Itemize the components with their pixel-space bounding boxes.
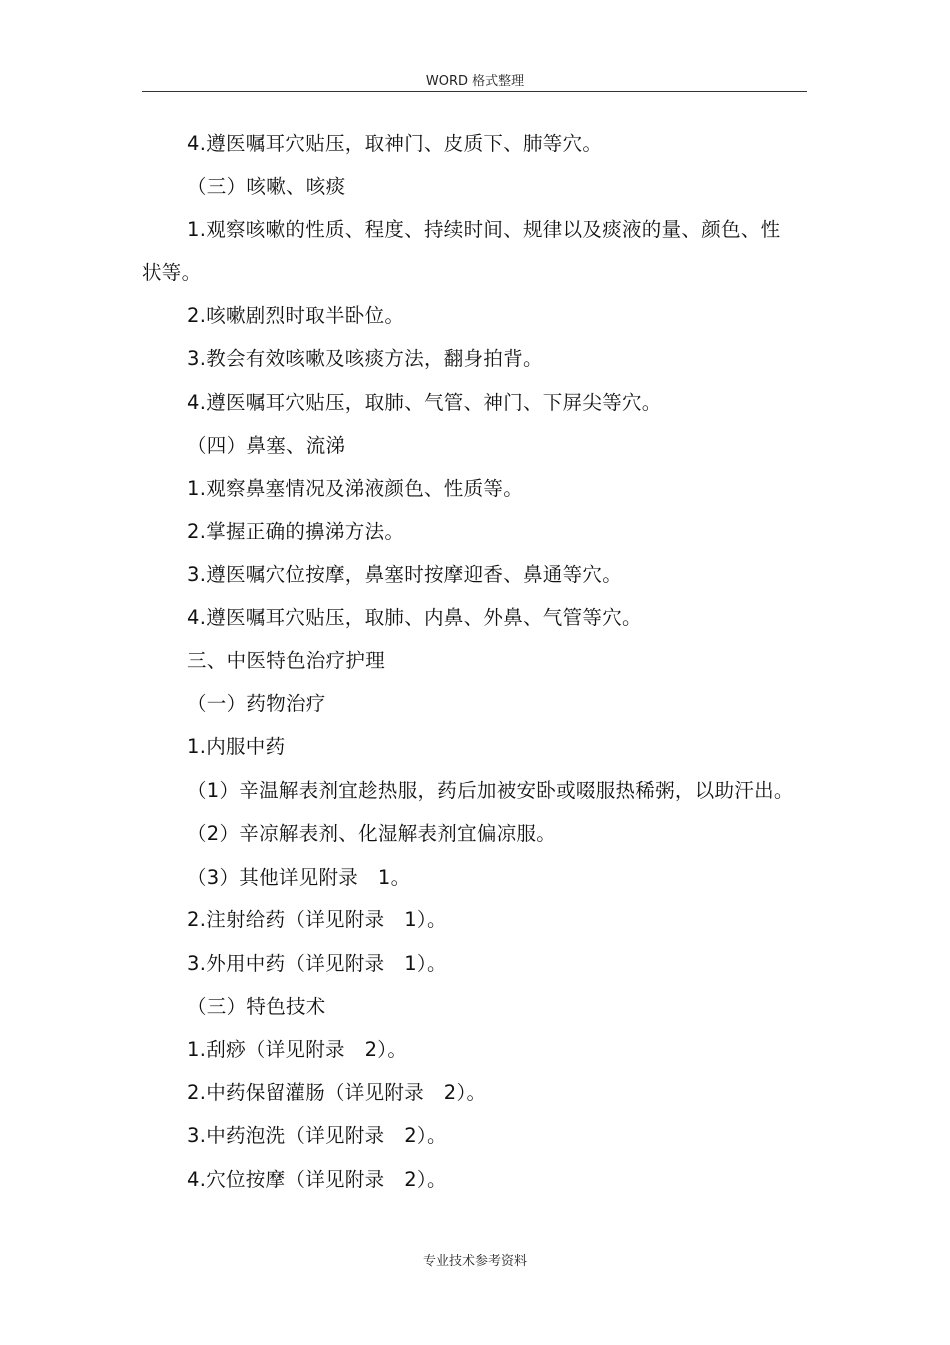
paragraph-line: 1.内服中药 <box>187 735 286 758</box>
paragraph-line: 2.掌握正确的擤涕方法。 <box>187 520 405 543</box>
paragraph-line: （1）辛温解表剂宜趁热服，药后加被安卧或啜服热稀粥，以助汗出。 <box>187 779 794 802</box>
paragraph-line: 1.观察咳嗽的性质、程度、持续时间、规律以及痰液的量、颜色、性 <box>187 218 781 241</box>
paragraph-line: （四）鼻塞、流涕 <box>187 434 346 457</box>
paragraph-line: 三、中医特色治疗护理 <box>187 649 386 672</box>
paragraph-line: 4.遵医嘱耳穴贴压，取神门、皮质下、肺等穴。 <box>187 132 603 155</box>
paragraph-line: （三）咳嗽、咳痰 <box>187 175 346 198</box>
paragraph-line: 1.刮痧（详见附录 2）。 <box>187 1038 408 1061</box>
paragraph-line: 2.咳嗽剧烈时取半卧位。 <box>187 304 405 327</box>
paragraph-line: 4.穴位按摩（详见附录 2）。 <box>187 1168 447 1191</box>
paragraph-line: 1.观察鼻塞情况及涕液颜色、性质等。 <box>187 477 524 500</box>
paragraph-line: 3.遵医嘱穴位按摩，鼻塞时按摩迎香、鼻通等穴。 <box>187 563 623 586</box>
paragraph-line: （一）药物治疗 <box>187 692 326 715</box>
paragraph-line: （3）其他详见附录 1。 <box>187 866 411 889</box>
header-rule <box>142 91 807 92</box>
paragraph-line: 3.外用中药（详见附录 1）。 <box>187 952 447 975</box>
paragraph-line: （三）特色技术 <box>187 995 326 1018</box>
paragraph-line: 3.中药泡洗（详见附录 2）。 <box>187 1124 447 1147</box>
paragraph-line: 3.教会有效咳嗽及咳痰方法，翻身拍背。 <box>187 347 543 370</box>
page-header: WORD 格式整理 <box>425 74 525 89</box>
paragraph-line: 4.遵医嘱耳穴贴压，取肺、内鼻、外鼻、气管等穴。 <box>187 606 642 629</box>
paragraph-line: 2.中药保留灌肠（详见附录 2）。 <box>187 1081 487 1104</box>
paragraph-line: 4.遵医嘱耳穴贴压，取肺、气管、神门、下屏尖等穴。 <box>187 391 662 414</box>
paragraph-line: 2.注射给药（详见附录 1）。 <box>187 908 447 931</box>
paragraph-line: （2）辛凉解表剂、化湿解表剂宜偏凉服。 <box>187 822 557 845</box>
page-footer: 专业技术参考资料 <box>422 1254 527 1269</box>
paragraph-line: 状等。 <box>142 261 202 284</box>
